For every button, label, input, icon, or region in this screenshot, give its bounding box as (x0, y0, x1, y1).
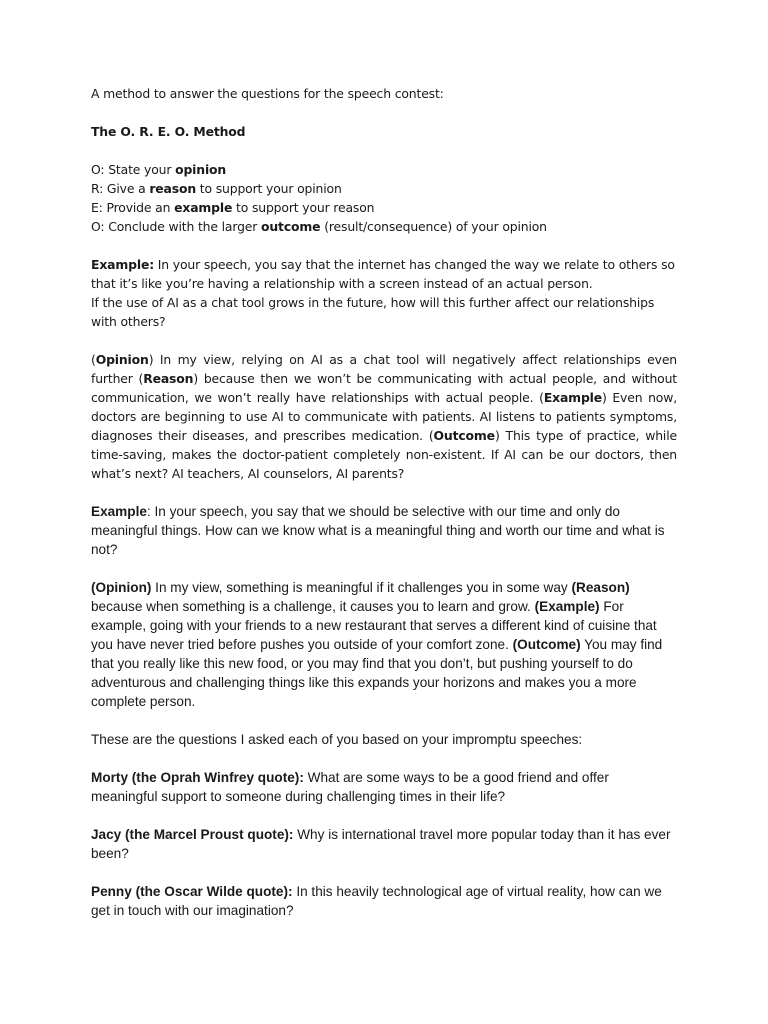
oreo-item-opinion: O: State your opinion (91, 162, 227, 177)
question-penny: Penny (the Oscar Wilde quote): In this heavily technological age of virtual reality, how can we get in touch with our imagination? (91, 884, 662, 918)
method-title: The O. R. E. O. Method (91, 124, 246, 139)
oreo-list (91, 160, 677, 236)
document-page (91, 84, 677, 939)
intro-line: A method to answer the questions for the speech contest: (91, 86, 444, 101)
example-one-prompt: Example: In your speech, you say that the internet has changed the way we relate to others so that it’s like you’re having a relationship with a screen instead of an actual person. (91, 257, 675, 291)
example-two-prompt: Example: In your speech, you say that we should be selective with our time and only do meaningful things. How can we know what is a meaningful thing and worth our time and what is not? (91, 504, 665, 557)
answer-two: (Opinion) In my view, something is meaningful if it challenges you in some way (Reason) because when something is a challenge, it causes you to learn and grow. (Example) For example, going with your friends to a new restaurant that serves a different kind of cuisine that you have never tried before pushes you outside of your comfort zone. (Outcome) You may find that you really like this new food, or you may find that you don’t, but pushing yourself to do adventurous and challenging things like this expands your horizons and makes you a more complete person. (91, 580, 663, 709)
oreo-item-outcome: O: Conclude with the larger outcome (result/consequence) of your opinion (91, 219, 547, 234)
questions-intro: These are the questions I asked each of you based on your impromptu speeches: (91, 732, 583, 747)
answer-one: (Opinion) In my view, relying on AI as a chat tool will negatively affect relationships even further (Reason) because then we won’t be communicating with actual people, and without communication, we won’t really have relationships with actual people. (Example) Even now, doctors are beginning to use AI to communicate with patients. AI listens to patients symptoms, diagnoses their diseases, and prescribes medication. (Outcome) This type of practice, while time-saving, makes the doctor-patient completely non-existent. If AI can be our doctors, then what’s next? AI teachers, AI counselors, AI parents? (91, 352, 678, 481)
question-morty: Morty (the Oprah Winfrey quote): What are some ways to be a good friend and offer meaningful support to someone during challenging times in their life? (91, 770, 609, 804)
oreo-item-example: E: Provide an example to support your reason (91, 200, 375, 215)
oreo-item-reason: R: Give a reason to support your opinion (91, 181, 342, 196)
question-jacy: Jacy (the Marcel Proust quote): Why is international travel more popular today than it has ever been? (91, 827, 671, 861)
example-one-question: If the use of AI as a chat tool grows in the future, how will this further affect our relationships with others? (91, 295, 655, 329)
